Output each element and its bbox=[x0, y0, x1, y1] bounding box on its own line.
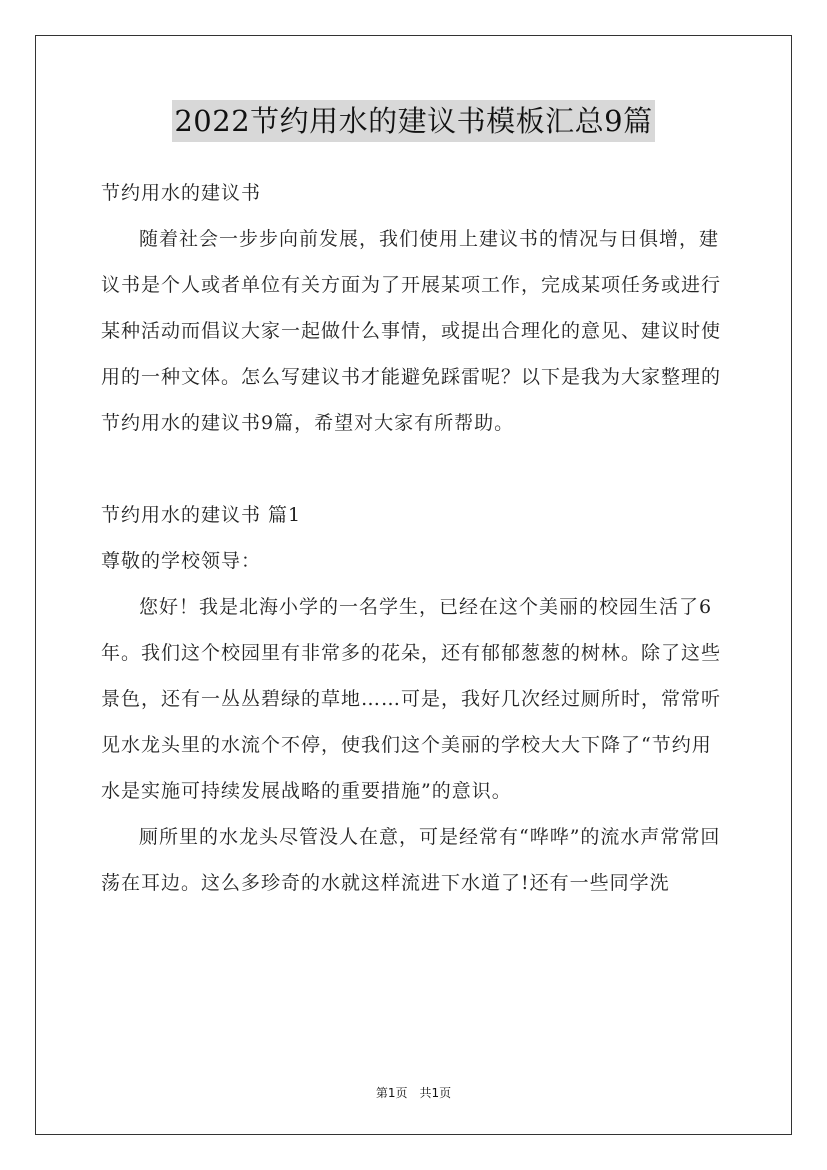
body-paragraph-2: 厕所里的水龙头尽管没人在意，可是经常有“哗哗”的流水声常常回荡在耳边。这么多珍奇的水就这样流进下水道了!还有一些同学洗 bbox=[101, 826, 721, 894]
page-footer bbox=[0, 1084, 827, 1101]
document-title: 2022节约用水的建议书模板汇总9篇 bbox=[172, 100, 654, 142]
salutation: 尊敬的学校领导： bbox=[101, 550, 262, 572]
intro-paragraph: 随着社会一步步向前发展，我们使用上建议书的情况与日俱增，建议书是个人或者单位有关方面为了开展某项工作，完成某项任务或进行某种活动而倡议大家一起做什么事情，或提出合理化的意见、建议时使用的一种文体。怎么写建议书才能避免踩雷呢？以下是我为大家整理的节约用水的建议书9篇，希望对大家有所帮助。 bbox=[101, 228, 722, 434]
intro-heading: 节约用水的建议书 bbox=[101, 182, 262, 204]
body-paragraph-1: 您好！我是北海小学的一名学生，已经在这个美丽的校园生活了6年。我们这个校园里有非常多的花朵，还有郁郁葱葱的树林。除了这些景色，还有一丛丛碧绿的草地……可是，我好几次经过厕所时，常常听见水龙头里的水流个不停，使我们这个美丽的学校大大下降了“节约用水是实施可持续发展战略的重要措施”的意识。 bbox=[101, 596, 722, 802]
spacer bbox=[101, 446, 728, 492]
document-body bbox=[101, 170, 728, 906]
title-container bbox=[0, 100, 827, 142]
page-total: 共1页 bbox=[419, 1086, 452, 1100]
page-number: 第1页 bbox=[375, 1086, 408, 1100]
section-heading: 节约用水的建议书 篇1 bbox=[101, 504, 302, 526]
